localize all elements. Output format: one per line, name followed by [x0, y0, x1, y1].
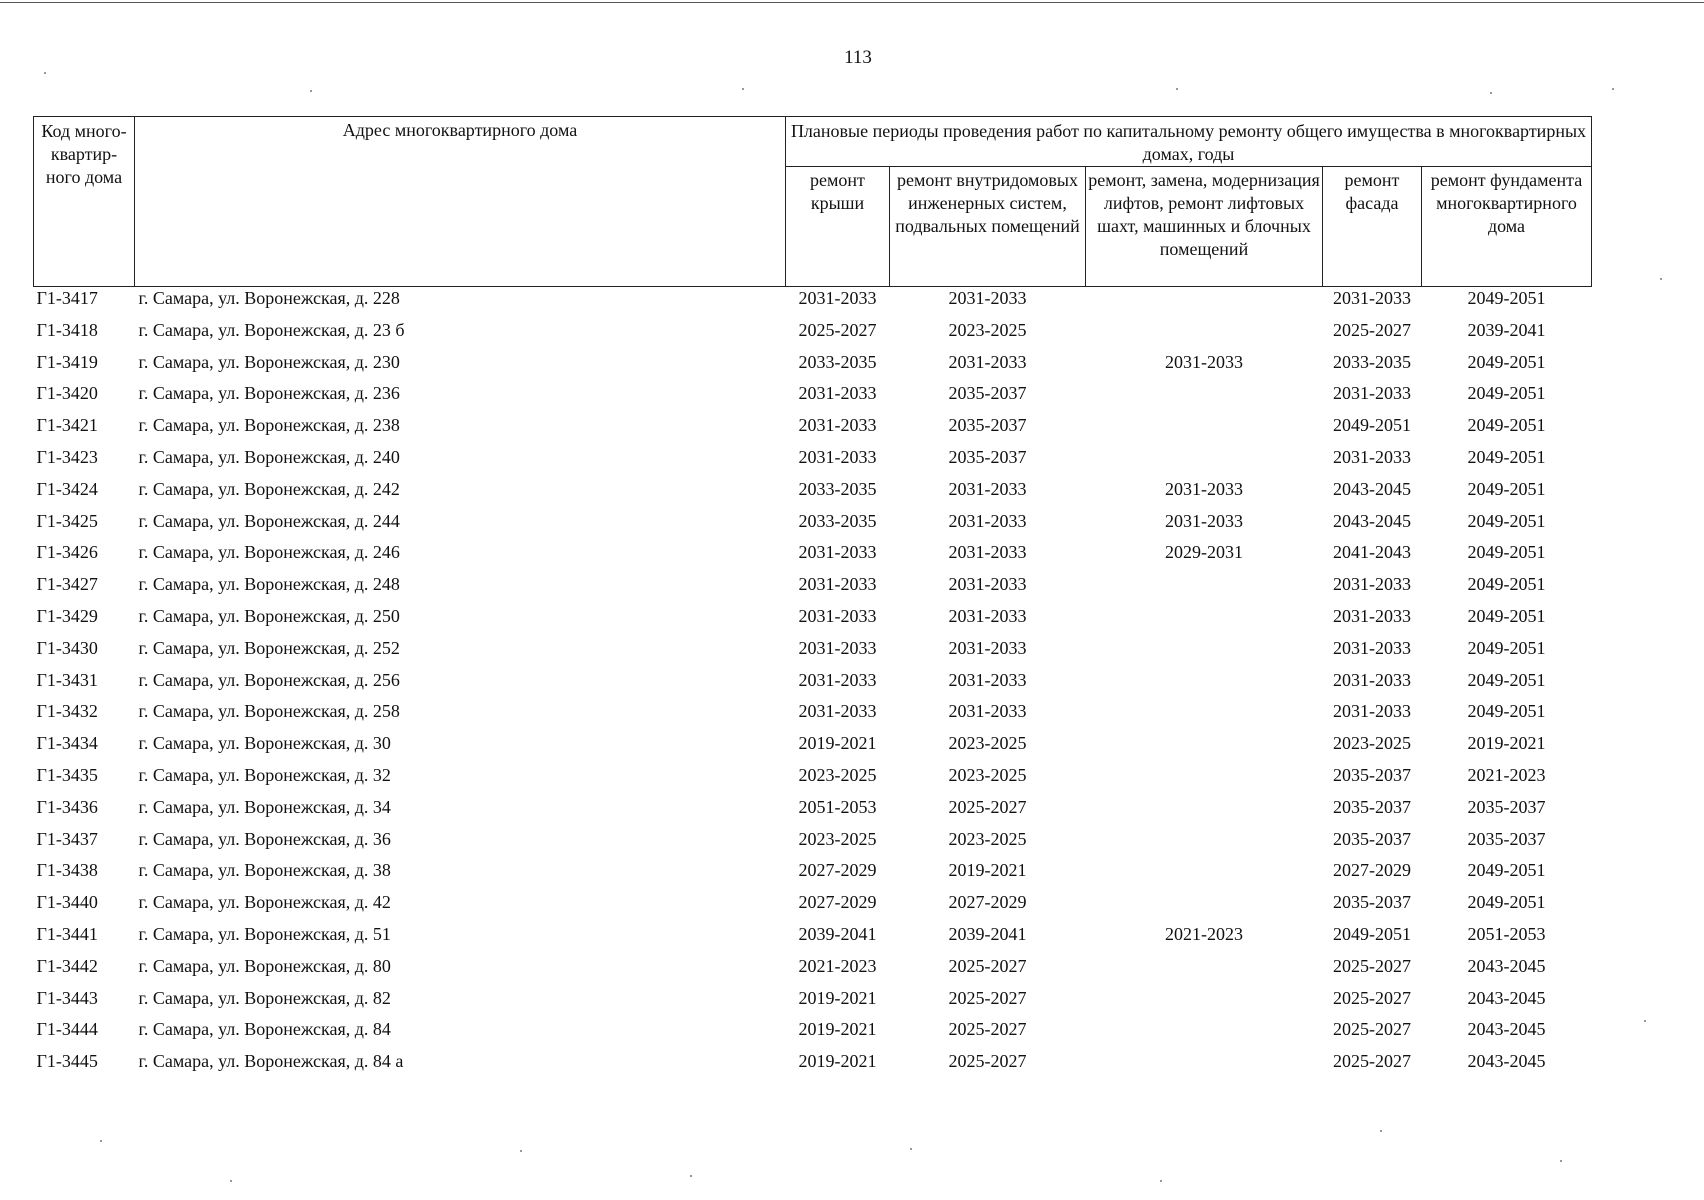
table-row [34, 478, 1592, 510]
cell-foundation: 2043-2045 [1467, 955, 1546, 976]
scan-speck [1644, 1020, 1646, 1022]
cell-elevators [1086, 446, 1323, 478]
table-row [34, 605, 1592, 637]
cell-facade: 2035-2037 [1333, 796, 1411, 817]
cell-code: Г1-3443 [36, 987, 98, 1008]
cell-engineering: 2025-2027 [948, 987, 1027, 1008]
cell-elevators [1086, 669, 1323, 701]
header-address: Адрес многоквартирного дома [135, 117, 786, 287]
cell-facade: 2031-2033 [1333, 288, 1411, 308]
cell-facade: 2043-2045 [1333, 478, 1411, 499]
table-row [34, 573, 1592, 605]
cell-elevators [1086, 732, 1323, 764]
cell-address: г. Самара, ул. Воронежская, д. 240 [138, 446, 400, 467]
table-row [34, 382, 1592, 414]
table-row [34, 1018, 1592, 1050]
cell-elevators: 2031-2033 [1165, 478, 1243, 499]
cell-roof: 2039-2041 [798, 923, 877, 944]
cell-roof: 2031-2033 [798, 605, 877, 626]
cell-roof: 2023-2025 [798, 828, 877, 849]
cell-engineering: 2035-2037 [948, 415, 1027, 436]
header-roof: ремонт крыши [786, 167, 890, 287]
header-planned-periods: Плановые периоды проведения работ по капитальному ремонту общего имущества в многоквартирных домах, годы [786, 117, 1592, 167]
cell-code: Г1-3429 [36, 605, 98, 626]
cell-roof: 2031-2033 [798, 701, 877, 722]
cell-address: г. Самара, ул. Воронежская, д. 84 [138, 1019, 391, 1040]
cell-engineering: 2031-2033 [948, 637, 1027, 658]
cell-facade: 2035-2037 [1333, 892, 1411, 913]
scan-speck [100, 1140, 102, 1142]
cell-code: Г1-3440 [36, 892, 98, 913]
scan-speck [690, 1175, 692, 1177]
scan-speck [1490, 92, 1492, 94]
cell-engineering: 2031-2033 [948, 478, 1027, 499]
cell-address: г. Самара, ул. Воронежская, д. 42 [138, 892, 391, 913]
cell-engineering: 2031-2033 [948, 605, 1027, 626]
cell-elevators [1086, 828, 1323, 860]
table-row [34, 955, 1592, 987]
cell-engineering: 2031-2033 [948, 542, 1027, 563]
cell-code: Г1-3424 [36, 478, 98, 499]
cell-elevators [1086, 1018, 1323, 1050]
cell-foundation: 2049-2051 [1467, 860, 1546, 881]
cell-foundation: 2043-2045 [1467, 1019, 1546, 1040]
cell-address: г. Самара, ул. Воронежская, д. 38 [138, 860, 391, 881]
scan-speck [310, 90, 312, 92]
cell-facade: 2031-2033 [1333, 605, 1411, 626]
cell-foundation: 2049-2051 [1467, 701, 1546, 722]
cell-foundation: 2049-2051 [1467, 669, 1546, 690]
header-facade: ремонт фасада [1323, 167, 1422, 287]
cell-elevators [1086, 987, 1323, 1019]
table-row [34, 859, 1592, 891]
cell-engineering: 2035-2037 [948, 383, 1027, 404]
cell-facade: 2031-2033 [1333, 669, 1411, 690]
cell-foundation: 2049-2051 [1467, 574, 1546, 595]
scan-speck [742, 88, 744, 90]
table-row [34, 828, 1592, 860]
cell-address: г. Самара, ул. Воронежская, д. 248 [138, 574, 400, 595]
cell-roof: 2019-2021 [798, 1051, 877, 1072]
table-row [34, 446, 1592, 478]
cell-engineering: 2031-2033 [948, 351, 1027, 372]
cell-roof: 2027-2029 [798, 860, 877, 881]
cell-address: г. Самара, ул. Воронежская, д. 244 [138, 510, 400, 531]
cell-roof: 2019-2021 [798, 1019, 877, 1040]
cell-engineering: 2025-2027 [948, 796, 1027, 817]
cell-address: г. Самара, ул. Воронежская, д. 228 [138, 288, 400, 308]
table-row [34, 987, 1592, 1019]
cell-roof: 2033-2035 [798, 510, 877, 531]
cell-code: Г1-3438 [36, 860, 98, 881]
cell-elevators [1086, 637, 1323, 669]
cell-engineering: 2025-2027 [948, 1019, 1027, 1040]
table-row [34, 287, 1592, 319]
cell-address: г. Самара, ул. Воронежская, д. 32 [138, 764, 391, 785]
cell-foundation: 2043-2045 [1467, 1051, 1546, 1072]
cell-engineering: 2031-2033 [948, 510, 1027, 531]
cell-code: Г1-3423 [36, 446, 98, 467]
cell-facade: 2023-2025 [1333, 733, 1411, 754]
cell-elevators [1086, 319, 1323, 351]
cell-engineering: 2031-2033 [948, 288, 1027, 308]
table-row [34, 700, 1592, 732]
table-row [34, 510, 1592, 542]
table-body [34, 287, 1592, 1082]
cell-foundation: 2049-2051 [1467, 510, 1546, 531]
cell-engineering: 2039-2041 [948, 923, 1027, 944]
cell-roof: 2031-2033 [798, 542, 877, 563]
cell-roof: 2031-2033 [798, 383, 877, 404]
scan-speck [1380, 1130, 1382, 1132]
cell-address: г. Самара, ул. Воронежская, д. 256 [138, 669, 400, 690]
cell-roof: 2031-2033 [798, 415, 877, 436]
cell-foundation: 2049-2051 [1467, 415, 1546, 436]
cell-facade: 2025-2027 [1333, 987, 1411, 1008]
cell-code: Г1-3436 [36, 796, 98, 817]
scan-speck [230, 1180, 232, 1182]
cell-facade: 2025-2027 [1333, 319, 1411, 340]
cell-facade: 2041-2043 [1333, 542, 1411, 563]
cell-facade: 2043-2045 [1333, 510, 1411, 531]
cell-elevators: 2029-2031 [1165, 542, 1243, 563]
cell-facade: 2025-2027 [1333, 1019, 1411, 1040]
cell-code: Г1-3434 [36, 733, 98, 754]
cell-foundation: 2049-2051 [1467, 351, 1546, 372]
cell-elevators [1086, 287, 1323, 319]
cell-elevators [1086, 764, 1323, 796]
table-row [34, 351, 1592, 383]
cell-code: Г1-3445 [36, 1051, 98, 1072]
cell-address: г. Самара, ул. Воронежская, д. 30 [138, 733, 391, 754]
table-row [34, 796, 1592, 828]
table-row [34, 923, 1592, 955]
cell-address: г. Самара, ул. Воронежская, д. 252 [138, 637, 400, 658]
cell-address: г. Самара, ул. Воронежская, д. 250 [138, 605, 400, 626]
cell-roof: 2031-2033 [798, 669, 877, 690]
cell-facade: 2031-2033 [1333, 383, 1411, 404]
scan-speck [1560, 1160, 1562, 1162]
cell-foundation: 2051-2053 [1467, 923, 1546, 944]
cell-facade: 2049-2051 [1333, 415, 1411, 436]
cell-roof: 2031-2033 [798, 637, 877, 658]
scan-speck [520, 1150, 522, 1152]
table-row [34, 891, 1592, 923]
scan-speck [1612, 88, 1614, 90]
cell-foundation: 2035-2037 [1467, 796, 1546, 817]
cell-code: Г1-3442 [36, 955, 98, 976]
cell-engineering: 2031-2033 [948, 701, 1027, 722]
cell-address: г. Самара, ул. Воронежская, д. 230 [138, 351, 400, 372]
cell-roof: 2023-2025 [798, 764, 877, 785]
cell-roof: 2027-2029 [798, 892, 877, 913]
scan-speck [1176, 88, 1178, 90]
page-number: 113 [844, 47, 872, 68]
cell-foundation: 2049-2051 [1467, 605, 1546, 626]
cell-address: г. Самара, ул. Воронежская, д. 23 б [138, 319, 405, 340]
cell-code: Г1-3432 [36, 701, 98, 722]
cell-roof: 2051-2053 [798, 796, 877, 817]
cell-code: Г1-3435 [36, 764, 98, 785]
cell-elevators [1086, 414, 1323, 446]
cell-elevators [1086, 700, 1323, 732]
table-row [34, 414, 1592, 446]
cell-address: г. Самара, ул. Воронежская, д. 80 [138, 955, 391, 976]
cell-address: г. Самара, ул. Воронежская, д. 238 [138, 415, 400, 436]
scan-speck [1660, 278, 1662, 280]
cell-engineering: 2035-2037 [948, 446, 1027, 467]
table-row [34, 764, 1592, 796]
cell-facade: 2049-2051 [1333, 923, 1411, 944]
cell-roof: 2025-2027 [798, 319, 877, 340]
cell-elevators [1086, 605, 1323, 637]
cell-code: Г1-3437 [36, 828, 98, 849]
cell-foundation: 2049-2051 [1467, 637, 1546, 658]
header-foundation: ремонт фундамента многоквартирного дома [1422, 167, 1592, 287]
cell-code: Г1-3441 [36, 923, 98, 944]
cell-code: Г1-3444 [36, 1019, 98, 1040]
cell-engineering: 2023-2025 [948, 733, 1027, 754]
cell-roof: 2033-2035 [798, 478, 877, 499]
cell-elevators: 2021-2023 [1165, 923, 1243, 944]
header-engineering: ремонт внутридомовых инженерных систем, подвальных помещений [890, 167, 1086, 287]
cell-roof: 2033-2035 [798, 351, 877, 372]
cell-foundation: 2049-2051 [1467, 892, 1546, 913]
scan-speck [1160, 1180, 1162, 1182]
cell-address: г. Самара, ул. Воронежская, д. 236 [138, 383, 400, 404]
header-code: Код много-квартир-ного дома [34, 117, 135, 287]
cell-code: Г1-3420 [36, 383, 98, 404]
repair-schedule-table [33, 116, 1592, 1082]
cell-elevators [1086, 1050, 1323, 1082]
cell-elevators [1086, 382, 1323, 414]
table-row [34, 669, 1592, 701]
header-elevators: ремонт, замена, модернизация лифтов, ремонт лифтовых шахт, машинных и блочных помещений [1086, 167, 1323, 287]
cell-foundation: 2049-2051 [1467, 288, 1546, 308]
cell-code: Г1-3419 [36, 351, 98, 372]
cell-roof: 2021-2023 [798, 955, 877, 976]
cell-foundation: 2049-2051 [1467, 446, 1546, 467]
cell-roof: 2019-2021 [798, 733, 877, 754]
table-row [34, 541, 1592, 573]
cell-elevators [1086, 573, 1323, 605]
cell-facade: 2031-2033 [1333, 574, 1411, 595]
cell-facade: 2027-2029 [1333, 860, 1411, 881]
table-row [34, 637, 1592, 669]
cell-code: Г1-3426 [36, 542, 98, 563]
cell-code: Г1-3427 [36, 574, 98, 595]
cell-roof: 2019-2021 [798, 987, 877, 1008]
cell-engineering: 2025-2027 [948, 955, 1027, 976]
cell-facade: 2025-2027 [1333, 955, 1411, 976]
cell-foundation: 2049-2051 [1467, 542, 1546, 563]
cell-facade: 2033-2035 [1333, 351, 1411, 372]
cell-engineering: 2019-2021 [948, 860, 1027, 881]
cell-facade: 2025-2027 [1333, 1051, 1411, 1072]
cell-address: г. Самара, ул. Воронежская, д. 34 [138, 796, 391, 817]
cell-engineering: 2031-2033 [948, 669, 1027, 690]
cell-foundation: 2049-2051 [1467, 478, 1546, 499]
cell-facade: 2035-2037 [1333, 764, 1411, 785]
cell-address: г. Самара, ул. Воронежская, д. 36 [138, 828, 391, 849]
cell-elevators [1086, 796, 1323, 828]
cell-foundation: 2049-2051 [1467, 383, 1546, 404]
cell-facade: 2035-2037 [1333, 828, 1411, 849]
cell-engineering: 2023-2025 [948, 764, 1027, 785]
cell-code: Г1-3421 [36, 415, 98, 436]
cell-address: г. Самара, ул. Воронежская, д. 84 а [138, 1051, 404, 1072]
cell-engineering: 2023-2025 [948, 319, 1027, 340]
cell-address: г. Самара, ул. Воронежская, д. 258 [138, 701, 400, 722]
cell-address: г. Самара, ул. Воронежская, д. 82 [138, 987, 391, 1008]
cell-code: Г1-3430 [36, 637, 98, 658]
cell-engineering: 2023-2025 [948, 828, 1027, 849]
cell-roof: 2031-2033 [798, 288, 877, 308]
cell-code: Г1-3431 [36, 669, 98, 690]
cell-code: Г1-3418 [36, 319, 98, 340]
cell-facade: 2031-2033 [1333, 446, 1411, 467]
scan-speck [910, 1148, 912, 1150]
cell-elevators: 2031-2033 [1165, 510, 1243, 531]
cell-elevators [1086, 859, 1323, 891]
table-row [34, 732, 1592, 764]
cell-facade: 2031-2033 [1333, 637, 1411, 658]
cell-code: Г1-3425 [36, 510, 98, 531]
cell-foundation: 2035-2037 [1467, 828, 1546, 849]
cell-foundation: 2021-2023 [1467, 764, 1546, 785]
cell-engineering: 2027-2029 [948, 892, 1027, 913]
scan-top-rule [0, 2, 1704, 3]
cell-foundation: 2043-2045 [1467, 987, 1546, 1008]
scan-speck [44, 72, 46, 74]
cell-elevators [1086, 891, 1323, 923]
cell-facade: 2031-2033 [1333, 701, 1411, 722]
cell-elevators [1086, 955, 1323, 987]
table-row [34, 319, 1592, 351]
cell-address: г. Самара, ул. Воронежская, д. 246 [138, 542, 400, 563]
cell-roof: 2031-2033 [798, 574, 877, 595]
table-row [34, 1050, 1592, 1082]
cell-address: г. Самара, ул. Воронежская, д. 242 [138, 478, 400, 499]
cell-address: г. Самара, ул. Воронежская, д. 51 [138, 923, 391, 944]
cell-engineering: 2025-2027 [948, 1051, 1027, 1072]
cell-elevators: 2031-2033 [1165, 351, 1243, 372]
cell-foundation: 2019-2021 [1467, 733, 1546, 754]
cell-code: Г1-3417 [36, 288, 98, 308]
cell-roof: 2031-2033 [798, 446, 877, 467]
cell-engineering: 2031-2033 [948, 574, 1027, 595]
cell-foundation: 2039-2041 [1467, 319, 1546, 340]
